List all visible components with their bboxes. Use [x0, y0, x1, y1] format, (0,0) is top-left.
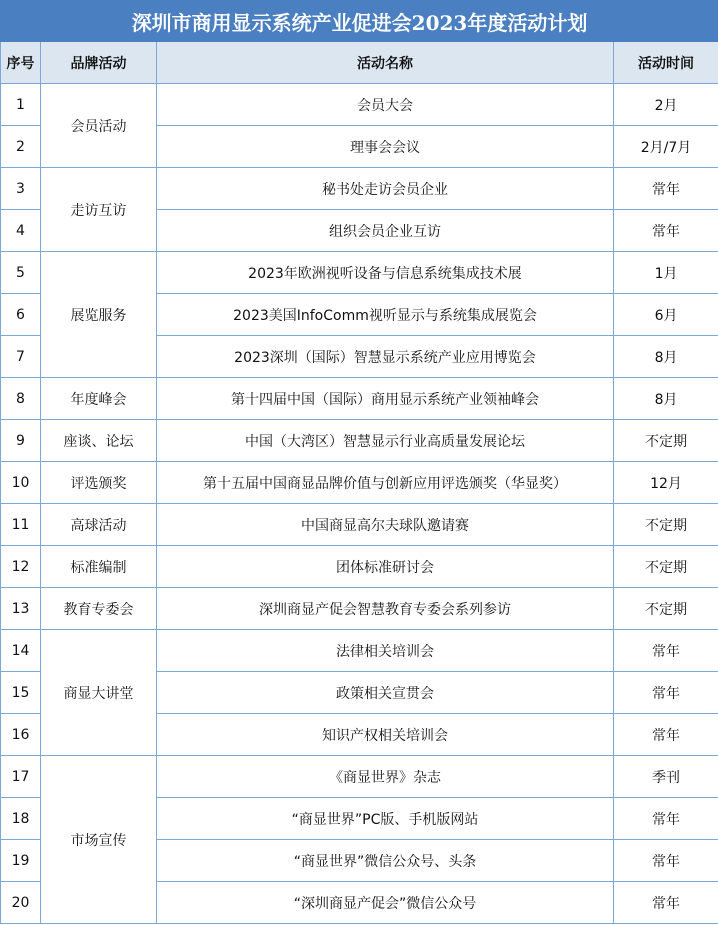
- table-row: [1, 420, 718, 462]
- activity-name-cell: 法律相关培训会: [157, 630, 614, 672]
- activity-name-cell: 理事会会议: [157, 126, 614, 168]
- brand-activity-cell: 市场宣传: [41, 756, 157, 924]
- activity-name-cell: 2023深圳（国际）智慧显示系统产业应用博览会: [157, 336, 614, 378]
- activity-time-cell: 不定期: [614, 420, 718, 462]
- activity-time-cell: 2月: [614, 84, 718, 126]
- activity-name-cell: 知识产权相关培训会: [157, 714, 614, 756]
- brand-activity-cell: 走访互访: [41, 168, 157, 252]
- activity-name-cell: 组织会员企业互访: [157, 210, 614, 252]
- activity-name-cell: 2023年欧洲视听设备与信息系统集成技术展: [157, 252, 614, 294]
- table-row: [1, 756, 718, 798]
- activity-name-cell: 秘书处走访会员企业: [157, 168, 614, 210]
- table-row: [1, 462, 718, 504]
- row-number: 8: [1, 378, 41, 420]
- row-number: 6: [1, 294, 41, 336]
- table-row: [1, 84, 718, 126]
- row-number: 16: [1, 714, 41, 756]
- activity-time-cell: 不定期: [614, 588, 718, 630]
- brand-activity-cell: 商显大讲堂: [41, 630, 157, 756]
- row-number: 4: [1, 210, 41, 252]
- activity-time-cell: 常年: [614, 882, 718, 924]
- table-body: [1, 84, 718, 924]
- header-row: [1, 42, 718, 84]
- table-row: [1, 168, 718, 210]
- activity-name-cell: “商显世界”微信公众号、头条: [157, 840, 614, 882]
- brand-activity-cell: 座谈、论坛: [41, 420, 157, 462]
- activity-name-cell: 深圳商显产促会智慧教育专委会系列参访: [157, 588, 614, 630]
- activity-time-cell: 常年: [614, 168, 718, 210]
- activity-name-cell: 中国（大湾区）智慧显示行业高质量发展论坛: [157, 420, 614, 462]
- row-number: 10: [1, 462, 41, 504]
- table-row: [1, 252, 718, 294]
- row-number: 20: [1, 882, 41, 924]
- activity-time-cell: 6月: [614, 294, 718, 336]
- activity-time-cell: 12月: [614, 462, 718, 504]
- activity-name-cell: “商显世界”PC版、手机版网站: [157, 798, 614, 840]
- row-number: 19: [1, 840, 41, 882]
- brand-activity-cell: 标准编制: [41, 546, 157, 588]
- brand-activity-cell: 会员活动: [41, 84, 157, 168]
- table-title: 深圳市商用显示系统产业促进会2023年度活动计划: [1, 1, 718, 42]
- table-row: [1, 630, 718, 672]
- row-number: 12: [1, 546, 41, 588]
- table-row: [1, 378, 718, 420]
- activity-time-cell: 常年: [614, 672, 718, 714]
- brand-activity-cell: 教育专委会: [41, 588, 157, 630]
- activity-name-cell: 第十五届中国商显品牌价值与创新应用评选颁奖（华显奖）: [157, 462, 614, 504]
- activity-time-cell: 不定期: [614, 504, 718, 546]
- activity-name-cell: 《商显世界》杂志: [157, 756, 614, 798]
- row-number: 14: [1, 630, 41, 672]
- header-time: 活动时间: [614, 42, 718, 84]
- activity-time-cell: 8月: [614, 378, 718, 420]
- row-number: 1: [1, 84, 41, 126]
- activity-name-cell: 第十四届中国（国际）商用显示系统产业领袖峰会: [157, 378, 614, 420]
- brand-activity-cell: 年度峰会: [41, 378, 157, 420]
- activity-time-cell: 常年: [614, 630, 718, 672]
- row-number: 7: [1, 336, 41, 378]
- activity-time-cell: 常年: [614, 210, 718, 252]
- row-number: 18: [1, 798, 41, 840]
- activity-name-cell: 团体标准研讨会: [157, 546, 614, 588]
- activity-time-cell: 常年: [614, 714, 718, 756]
- row-number: 5: [1, 252, 41, 294]
- activity-name-cell: 中国商显高尔夫球队邀请赛: [157, 504, 614, 546]
- table-row: [1, 588, 718, 630]
- row-number: 9: [1, 420, 41, 462]
- row-number: 17: [1, 756, 41, 798]
- activity-time-cell: 常年: [614, 798, 718, 840]
- table-row: [1, 504, 718, 546]
- row-number: 2: [1, 126, 41, 168]
- brand-activity-cell: 高球活动: [41, 504, 157, 546]
- title-row: [1, 1, 718, 42]
- header-name: 活动名称: [157, 42, 614, 84]
- activity-name-cell: 政策相关宣贯会: [157, 672, 614, 714]
- activity-time-cell: 常年: [614, 840, 718, 882]
- header-no: 序号: [1, 42, 41, 84]
- header-brand: 品牌活动: [41, 42, 157, 84]
- activity-time-cell: 季刊: [614, 756, 718, 798]
- activity-time-cell: 8月: [614, 336, 718, 378]
- activity-time-cell: 1月: [614, 252, 718, 294]
- row-number: 15: [1, 672, 41, 714]
- row-number: 11: [1, 504, 41, 546]
- brand-activity-cell: 评选颁奖: [41, 462, 157, 504]
- activity-name-cell: 会员大会: [157, 84, 614, 126]
- activity-time-cell: 2月/7月: [614, 126, 718, 168]
- brand-activity-cell: 展览服务: [41, 252, 157, 378]
- row-number: 13: [1, 588, 41, 630]
- row-number: 3: [1, 168, 41, 210]
- activity-name-cell: 2023美国InfoComm视听显示与系统集成展览会: [157, 294, 614, 336]
- activity-time-cell: 不定期: [614, 546, 718, 588]
- activity-name-cell: “深圳商显产促会”微信公众号: [157, 882, 614, 924]
- table-row: [1, 546, 718, 588]
